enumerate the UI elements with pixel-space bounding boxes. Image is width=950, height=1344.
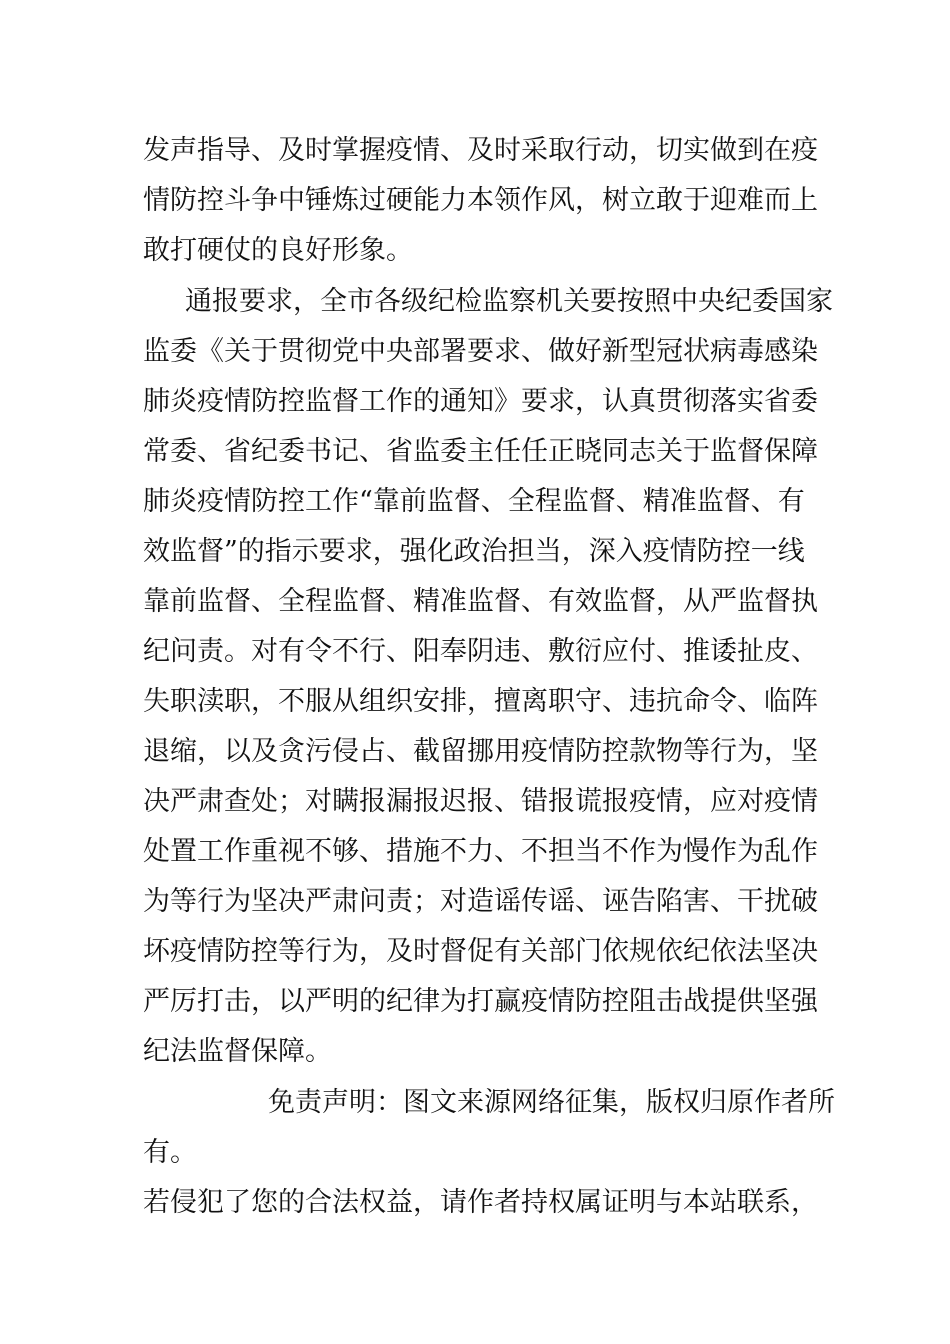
text-line: 监委《关于贯彻党中央部署要求、做好新型冠状病毒感染 (143, 336, 818, 367)
text-line: 坏疫情防控等行为，及时督促有关部门依规依纪依法坚决 (143, 936, 818, 967)
text-line: 情防控斗争中锤炼过硬能力本领作风，树立敢于迎难而上 (143, 185, 818, 216)
text-line: 通报要求，全市各级纪检监察机关要按照中央纪委国家 (185, 286, 833, 317)
text-line: 决严肃查处；对瞒报漏报迟报、错报谎报疫情，应对疫情 (143, 786, 818, 817)
text-line: 退缩，以及贪污侵占、截留挪用疫情防控款物等行为，坚 (143, 736, 818, 767)
text-line: 发声指导、及时掌握疫情、及时采取行动，切实做到在疫 (143, 135, 818, 166)
text-line: 肺炎疫情防控监督工作的通知》要求，认真贯彻落实省委 (143, 386, 818, 417)
text-line: 免责声明：图文来源网络征集，版权归原作者所 (268, 1087, 835, 1118)
text-line: 纪法监督保障。 (143, 1036, 332, 1067)
text-line: 失职渎职，不服从组织安排，擅离职守、违抗命令、临阵 (143, 686, 818, 717)
text-line: 靠前监督、全程监督、精准监督、有效监督，从严监督执 (143, 586, 818, 617)
text-line: 纪问责。对有令不行、阳奉阴违、敷衍应付、推诿扯皮、 (143, 636, 818, 667)
text-line: 若侵犯了您的合法权益，请作者持权属证明与本站联系， (143, 1187, 818, 1218)
text-line: 肺炎疫情防控工作“靠前监督、全程监督、精准监督、有 (143, 486, 805, 517)
text-line: 效监督”的指示要求，强化政治担当，深入疫情防控一线 (143, 536, 805, 567)
text-line: 敢打硬仗的良好形象。 (143, 235, 413, 266)
text-line: 为等行为坚决严肃问责；对造谣传谣、诬告陷害、干扰破 (143, 886, 818, 917)
text-line: 常委、省纪委书记、省监委主任任正晓同志关于监督保障 (143, 436, 818, 467)
text-line: 处置工作重视不够、措施不力、不担当不作为慢作为乱作 (143, 836, 818, 867)
text-line: 严厉打击，以严明的纪律为打赢疫情防控阻击战提供坚强 (143, 986, 818, 1017)
text-line: 有。 (143, 1137, 197, 1168)
